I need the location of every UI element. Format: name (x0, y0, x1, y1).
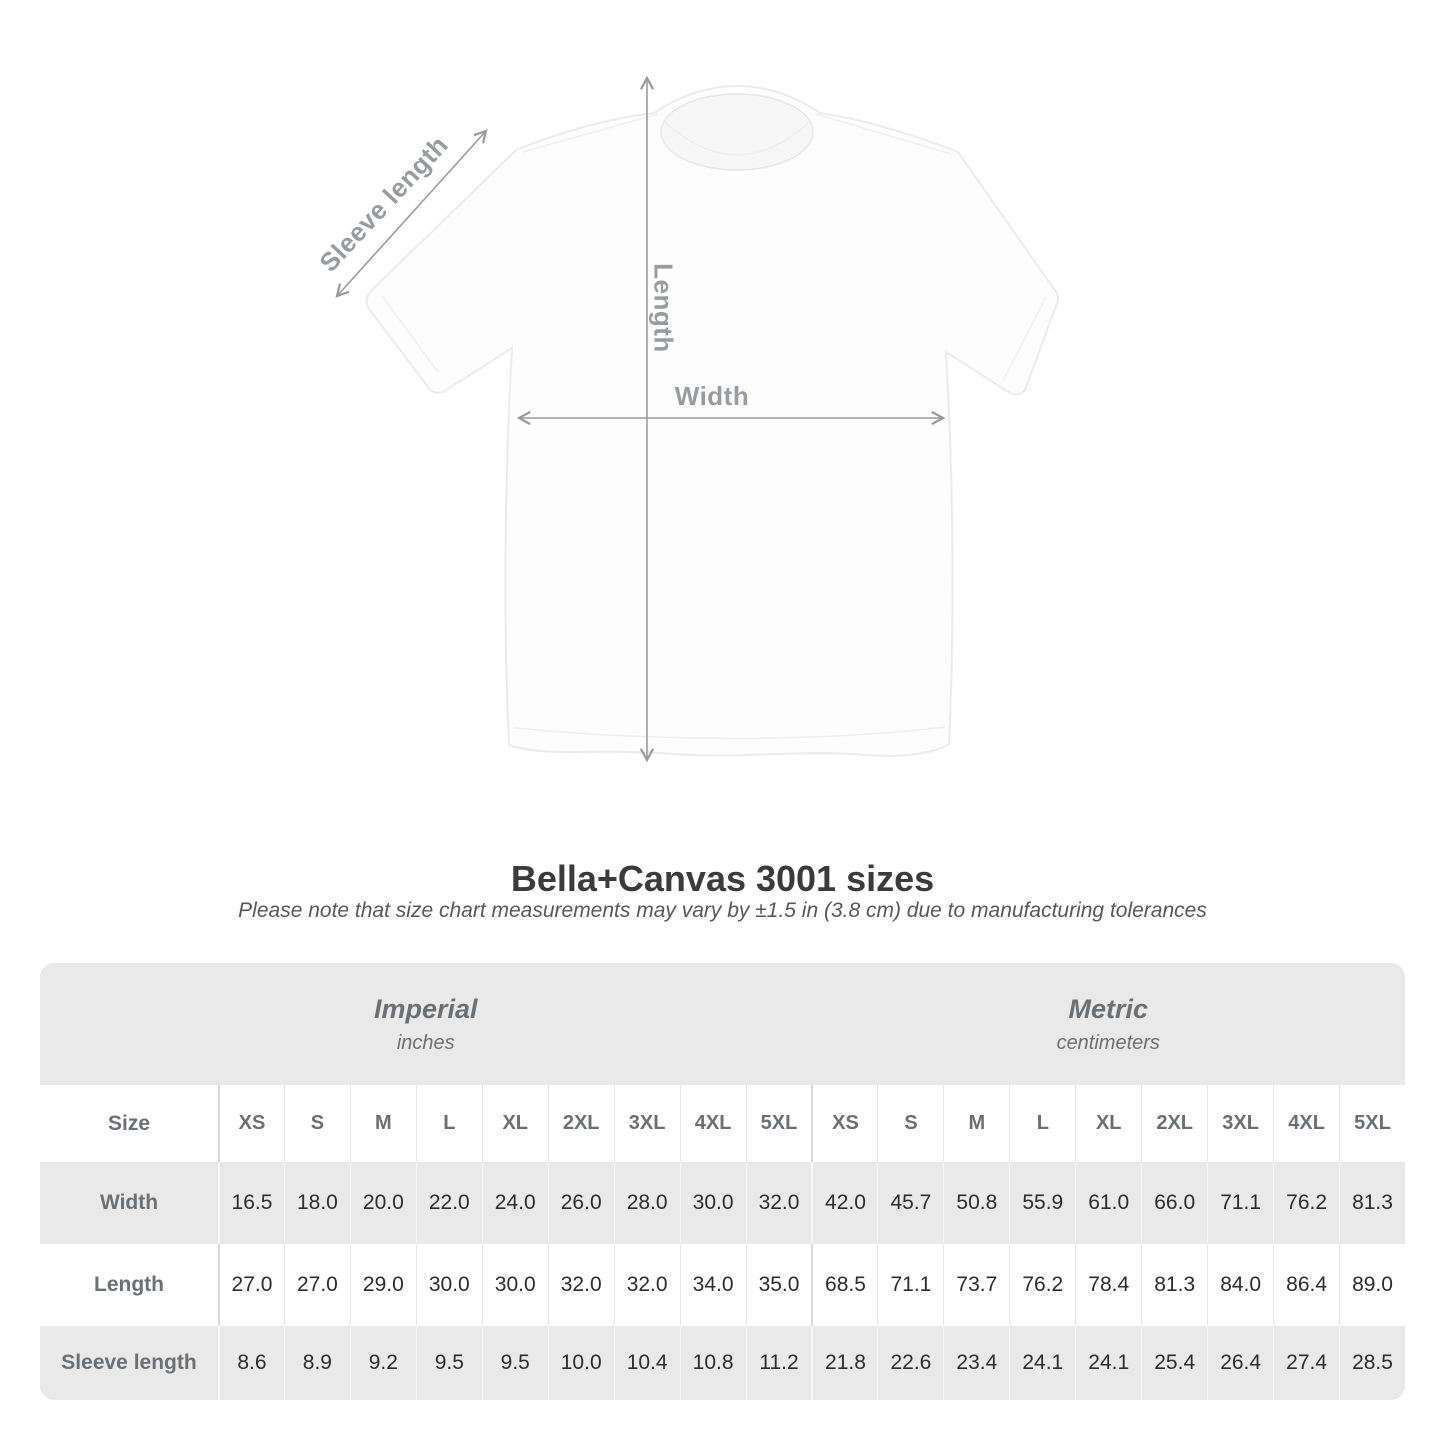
size-col-header: S (877, 1085, 943, 1162)
table-cell: 35.0 (746, 1244, 812, 1326)
table-cell: 22.6 (877, 1326, 943, 1400)
table-cell: 23.4 (943, 1326, 1009, 1400)
table-cell: 50.8 (943, 1162, 1009, 1244)
table-cell: 32.0 (614, 1244, 680, 1326)
table-cell: 73.7 (943, 1244, 1009, 1326)
table-cell: 81.3 (1339, 1162, 1405, 1244)
size-col-header: 4XL (1273, 1085, 1339, 1162)
table-cell: 32.0 (746, 1162, 812, 1244)
table-cell: 66.0 (1141, 1162, 1207, 1244)
table-cell: 28.0 (614, 1162, 680, 1244)
table-row-sleeve-length (40, 1326, 1405, 1400)
table-cell: 20.0 (350, 1162, 416, 1244)
imperial-header-title: Imperial (373, 993, 478, 1024)
table-cell: 76.2 (1273, 1162, 1339, 1244)
size-col-header: L (1009, 1085, 1075, 1162)
table-cell: 34.0 (680, 1244, 746, 1326)
table-cell: 30.0 (416, 1244, 482, 1326)
size-col-header: XS (218, 1085, 284, 1162)
size-col-header: M (350, 1085, 416, 1162)
size-col-header: 2XL (1141, 1085, 1207, 1162)
table-cell: 71.1 (877, 1244, 943, 1326)
table-cell: 25.4 (1141, 1326, 1207, 1400)
table-cell: 8.6 (218, 1326, 284, 1400)
table-cell: 26.0 (548, 1162, 614, 1244)
size-col-header: 3XL (1207, 1085, 1273, 1162)
table-cell: 22.0 (416, 1162, 482, 1244)
tshirt-silhouette (367, 86, 1058, 756)
unit-system-header-row (40, 963, 1405, 1085)
metric-header-title: Metric (1068, 993, 1149, 1024)
table-cell: 42.0 (811, 1162, 877, 1244)
table-cell: 9.2 (350, 1326, 416, 1400)
table-cell: 76.2 (1009, 1244, 1075, 1326)
table-cell: 10.8 (680, 1326, 746, 1400)
table-cell: 10.4 (614, 1326, 680, 1400)
size-col-header: M (943, 1085, 1009, 1162)
table-cell: 9.5 (416, 1326, 482, 1400)
size-header-row (40, 1085, 1405, 1162)
table-cell: 86.4 (1273, 1244, 1339, 1326)
table-cell: 28.5 (1339, 1326, 1405, 1400)
size-col-header: XS (811, 1085, 877, 1162)
table-cell: 24.0 (482, 1162, 548, 1244)
row-label: Width (99, 1191, 159, 1214)
length-label: Length (648, 263, 679, 353)
size-col-header: 4XL (680, 1085, 746, 1162)
width-label: Width (674, 381, 750, 411)
table-cell: 24.1 (1009, 1326, 1075, 1400)
table-cell: 10.0 (548, 1326, 614, 1400)
metric-header (812, 963, 1406, 1085)
table-cell: 27.4 (1273, 1326, 1339, 1400)
table-cell: 68.5 (811, 1244, 877, 1326)
table-cell: 55.9 (1009, 1162, 1075, 1244)
table-cell: 32.0 (548, 1244, 614, 1326)
imperial-header (40, 963, 812, 1085)
size-table-grid (40, 1085, 1405, 1400)
table-cell: 30.0 (482, 1244, 548, 1326)
size-col-header: XL (482, 1085, 548, 1162)
metric-header-unit: centimeters (1056, 1031, 1160, 1054)
size-col-header: 2XL (548, 1085, 614, 1162)
size-col-header: S (284, 1085, 350, 1162)
row-label: Length (94, 1273, 164, 1296)
size-col-header: XL (1075, 1085, 1141, 1162)
page-title: Bella+Canvas 3001 sizes (510, 858, 935, 899)
imperial-header-unit: inches (396, 1031, 455, 1054)
size-col-header: L (416, 1085, 482, 1162)
table-row-width (40, 1162, 1405, 1244)
size-header-label: Size (107, 1111, 151, 1135)
size-col-header: 5XL (746, 1085, 812, 1162)
table-cell: 30.0 (680, 1162, 746, 1244)
table-cell: 45.7 (877, 1162, 943, 1244)
table-cell: 71.1 (1207, 1162, 1273, 1244)
table-cell: 9.5 (482, 1326, 548, 1400)
size-table (40, 963, 1405, 1400)
table-cell: 29.0 (350, 1244, 416, 1326)
table-cell: 26.4 (1207, 1326, 1273, 1400)
size-col-header: 3XL (614, 1085, 680, 1162)
table-cell: 78.4 (1075, 1244, 1141, 1326)
sleeve-length-label: Sleeve length (313, 129, 454, 278)
table-cell: 81.3 (1141, 1244, 1207, 1326)
table-cell: 27.0 (284, 1244, 350, 1326)
table-cell: 11.2 (746, 1326, 812, 1400)
size-col-header: 5XL (1339, 1085, 1405, 1162)
row-label: Sleeve length (61, 1351, 197, 1374)
page-subtitle: Please note that size chart measurements may vary by ±1.5 in (3.8 cm) due to manufacturing tolerances (238, 899, 1207, 922)
table-cell: 27.0 (218, 1244, 284, 1326)
table-cell: 8.9 (284, 1326, 350, 1400)
table-cell: 21.8 (811, 1326, 877, 1400)
table-cell: 84.0 (1207, 1244, 1273, 1326)
table-cell: 89.0 (1339, 1244, 1405, 1326)
table-cell: 61.0 (1075, 1162, 1141, 1244)
table-cell: 16.5 (218, 1162, 284, 1244)
table-cell: 24.1 (1075, 1326, 1141, 1400)
table-cell: 18.0 (284, 1162, 350, 1244)
table-row-length (40, 1244, 1405, 1326)
